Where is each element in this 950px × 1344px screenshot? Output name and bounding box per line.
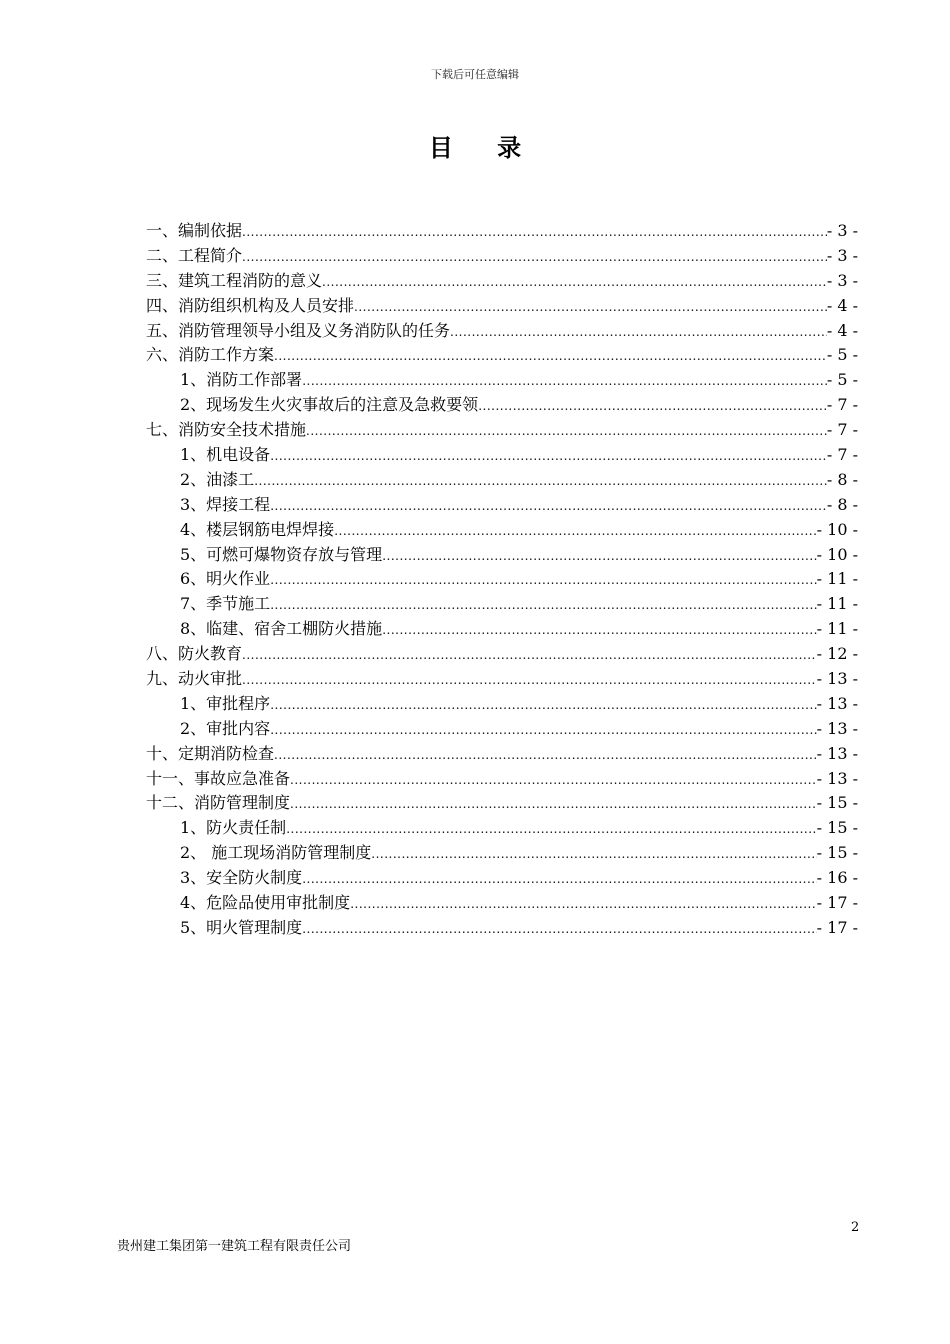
table-of-contents [146,219,858,941]
toc-entry-label: 3、焊接工程 [180,494,271,514]
toc-entry[interactable] [146,418,858,443]
toc-entry-page: - 3 - [826,270,858,290]
toc-entry-label: 十一、事故应急准备 [146,768,291,788]
toc-dot-leader [306,419,827,444]
toc-entry[interactable] [146,244,858,269]
toc-dot-leader [270,568,816,593]
toc-entry[interactable] [146,891,858,916]
toc-entry[interactable] [146,567,858,592]
toc-entry-page: - 11 - [816,594,858,614]
toc-dot-leader [286,817,816,842]
toc-entry[interactable] [146,269,858,294]
toc-entry-label: 九、动火审批 [146,669,243,689]
toc-entry[interactable] [146,443,858,468]
toc-entry-page: - 11 - [816,619,858,639]
page-footer: 贵州建工集团第一建筑工程有限责任公司 [117,1239,352,1254]
toc-entry-page: - 3 - [826,221,858,240]
page-title: 目 录 [428,133,540,162]
toc-entry-label: 1、机电设备 [180,445,271,465]
toc-entry[interactable] [146,294,858,319]
toc-entry-label: 一、编制依据 [146,221,243,240]
toc-dot-leader [322,270,827,295]
toc-dot-leader [450,320,827,345]
toc-entry[interactable] [146,767,858,792]
toc-dot-leader [382,618,816,643]
toc-entry-label: 3、安全防火制度 [180,868,303,888]
toc-dot-leader [242,668,817,693]
toc-dot-leader [242,220,827,245]
toc-dot-leader [290,768,817,793]
toc-entry[interactable] [146,368,858,393]
toc-entry-page: - 7 - [826,445,858,465]
toc-entry-label: 十二、消防管理制度 [146,793,291,813]
toc-entry-label: 2、现场发生火灾事故后的注意及急救要领 [180,395,479,415]
toc-entry-page: - 7 - [826,395,858,415]
toc-entry-label: 6、明火作业 [180,569,271,589]
toc-dot-leader [371,842,816,867]
toc-entry-page: - 16 - [816,868,858,888]
toc-entry[interactable] [146,717,858,742]
toc-entry-label: 七、消防安全技术措施 [146,420,307,440]
toc-entry[interactable] [146,816,858,841]
toc-entry-label: 2、 施工现场消防管理制度 [180,843,372,863]
toc-entry-label: 1、消防工作部署 [180,370,303,390]
toc-entry[interactable] [146,617,858,642]
toc-entry-label: 四、消防组织机构及人员安排 [146,295,355,315]
toc-entry-page: - 3 - [826,245,858,265]
toc-dot-leader [270,593,816,618]
toc-dot-leader [242,245,827,270]
toc-entry-label: 1、防火责任制 [180,818,287,838]
toc-entry-page: - 17 - [816,917,858,937]
toc-entry-page: - 7 - [826,420,858,440]
toc-entry[interactable] [146,393,858,418]
toc-entry-page: - 13 - [816,718,858,738]
toc-entry[interactable] [146,642,858,667]
toc-dot-leader [254,469,827,494]
toc-entry-label: 5、可燃可爆物资存放与管理 [180,544,383,564]
toc-entry-label: 4、危险品使用审批制度 [180,893,351,913]
toc-dot-leader [334,519,816,544]
toc-entry-page: - 4 - [826,295,858,315]
toc-entry-label: 八、防火教育 [146,644,243,664]
toc-entry-label: 三、建筑工程消防的意义 [146,270,323,290]
toc-dot-leader [290,792,817,817]
toc-entry-page: - 4 - [826,320,858,340]
toc-entry-page: - 13 - [816,743,858,763]
toc-entry[interactable] [146,543,858,568]
toc-entry[interactable] [146,518,858,543]
toc-entry-label: 4、楼层钢筋电焊焊接 [180,519,335,539]
toc-dot-leader [270,693,816,718]
toc-entry-label: 5、明火管理制度 [180,917,303,937]
toc-entry-page: - 5 - [826,345,858,365]
toc-entry-label: 二、工程简介 [146,245,243,265]
toc-entry-page: - 11 - [816,569,858,589]
toc-entry-label: 2、审批内容 [180,718,271,738]
toc-entry-page: - 15 - [816,793,858,813]
toc-entry[interactable] [146,866,858,891]
toc-dot-leader [274,743,817,768]
toc-entry-label: 7、季节施工 [180,594,271,614]
toc-entry[interactable] [146,742,858,767]
toc-dot-leader [270,718,816,743]
toc-entry-page: - 13 - [816,693,858,713]
toc-entry-label: 五、消防管理领导小组及义务消防队的任务 [146,320,451,340]
page-number: 2 [851,1220,860,1235]
toc-dot-leader [274,344,827,369]
page-header: 下载后可任意编辑 [431,68,519,81]
toc-entry[interactable] [146,841,858,866]
toc-entry[interactable] [146,916,858,941]
toc-entry-label: 8、临建、宿舍工棚防火措施 [180,619,383,639]
toc-entry-label: 1、审批程序 [180,693,271,713]
toc-entry-page: - 15 - [816,843,858,863]
toc-entry-label: 十、定期消防检查 [146,743,275,763]
toc-dot-leader [302,917,816,942]
toc-entry[interactable] [146,219,858,244]
toc-entry-label: 2、油漆工 [180,469,255,489]
toc-entry-page: - 5 - [826,370,858,390]
toc-entry[interactable] [146,468,858,493]
toc-entry-page: - 13 - [816,768,858,788]
toc-entry-page: - 17 - [816,893,858,913]
toc-dot-leader [350,892,816,917]
toc-entry-page: - 8 - [826,469,858,489]
toc-entry[interactable] [146,493,858,518]
toc-entry-page: - 15 - [816,818,858,838]
toc-entry[interactable] [146,343,858,368]
toc-dot-leader [270,444,827,469]
toc-entry-page: - 12 - [816,644,858,664]
toc-entry[interactable] [146,319,858,344]
toc-dot-leader [478,394,827,419]
toc-dot-leader [302,867,816,892]
toc-entry[interactable] [146,667,858,692]
toc-entry-page: - 10 - [816,519,858,539]
toc-entry-page: - 10 - [816,544,858,564]
toc-entry-label: 六、消防工作方案 [146,345,275,365]
toc-entry[interactable] [146,592,858,617]
toc-dot-leader [270,494,827,519]
toc-dot-leader [242,643,817,668]
toc-dot-leader [354,295,827,320]
toc-entry[interactable] [146,791,858,816]
toc-entry-page: - 13 - [816,669,858,689]
toc-entry-page: - 8 - [826,494,858,514]
toc-entry[interactable] [146,692,858,717]
toc-dot-leader [382,544,816,569]
toc-dot-leader [302,369,827,394]
